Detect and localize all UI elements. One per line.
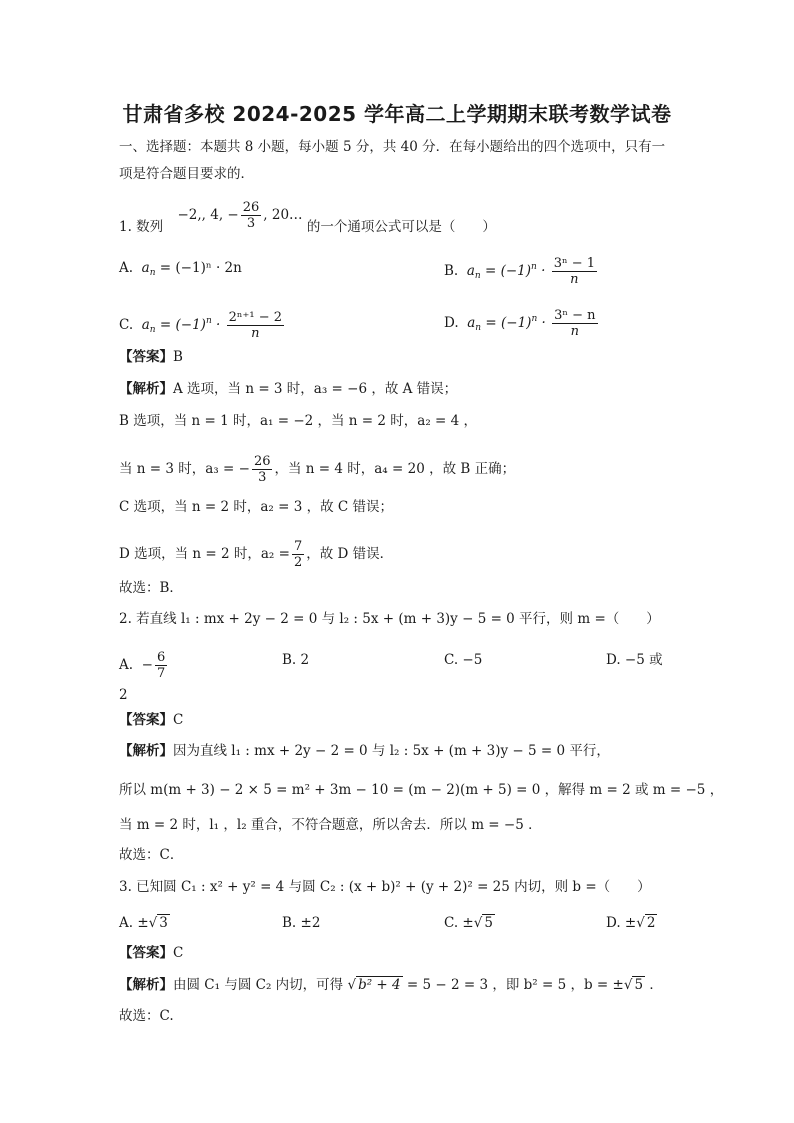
q3-analysis: 【解析】由圆 C₁ 与圆 C₂ 内切，可得 √ b² + 4 = 5 − 2 = 3 ，即 b² = 5 ，b = ±√ 5 ． [119, 977, 663, 993]
q1-option-d: D. $a_n = (-1)^n$ · $\frac{\text{3ⁿ − n}}{n}$ [444, 308, 596, 339]
q1-option-a: A. $a_n = (-1)^n \cdot 2n$ [119, 260, 242, 278]
q1-analysis-4: C 选项，当 n = 2 时，a₂ = 3 ，故 C 错误； [119, 499, 394, 515]
question-1-stem [119, 200, 496, 243]
q1-analysis-2: B 选项，当 n = 1 时，a₁ = −2 ，当 n = 2 时，a₂ = 4 ， [119, 413, 478, 429]
question-1-number: 1. 数列 [119, 219, 164, 235]
q1-option-b: B. $a_n = (-1)^n$ · $\frac{\text{3ⁿ − 1}}{n}$ [444, 256, 596, 287]
q2-option-d: D. −5 或 [606, 652, 663, 668]
q2-option-d-wrap: 2 [119, 687, 128, 703]
question-1-stem-tail: 的一个通项公式可以是（ ） [306, 219, 496, 235]
q1-answer: 【答案】B [119, 349, 183, 365]
question-1-sequence: −2,, 4, − $\frac{26}{3}$ , 20… [177, 200, 303, 231]
q2-analysis-2: 所以 m(m + 3) − 2 × 5 = m² + 3m − 10 = (m − 2)(m + 5) = 0 ，解得 m = 2 或 m = −5 ， [119, 782, 724, 798]
q2-analysis-3: 当 m = 2 时，l₁ ，l₂ 重合，不符合题意，所以舍去．所以 m = −5 ． [119, 817, 542, 833]
section-heading-line2: 项是符合题目要求的． [119, 166, 254, 182]
q3-option-a: A. ±√ 3 [119, 915, 168, 931]
q2-option-b: B. 2 [282, 652, 310, 668]
q1-analysis-5: D 选项，当 n = 2 时，a₂ = $\frac{7}{2}$ ，故 D 错误． [119, 539, 394, 570]
exam-title: 甘肃省多校 2024-2025 学年高二上学期期末联考数学试卷 [122, 102, 672, 126]
q2-option-a: A. − $\frac{6}{7}$ [119, 650, 166, 681]
q2-option-c: C. −5 [444, 652, 483, 668]
q2-conclusion: 故选：C． [119, 847, 184, 863]
q1-analysis-3: 当 n = 3 时，a₃ = − $\frac{26}{3}$ ，当 n = 4 时，a₄ = 20 ，故 B 正确； [119, 454, 516, 485]
q1-analysis-1: 【解析】A 选项，当 n = 3 时，a₃ = −6 ，故 A 错误； [119, 381, 458, 397]
q3-conclusion: 故选：C. [119, 1008, 174, 1024]
q3-option-d: D. ±√ 2 [606, 915, 656, 931]
question-3-stem: 3. 已知圆 C₁ : x² + y² = 4 与圆 C₂ : (x + b)² + (y + 2)² = 25 内切，则 b =（ ） [119, 879, 651, 895]
q1-option-c: C. $a_n = (-1)^n$ · $\frac{\text{2ⁿ⁺¹ − 2}}{n}$ [119, 310, 283, 341]
q3-answer: 【答案】C [119, 945, 184, 961]
section-heading-line1: 一、选择题：本题共 8 小题，每小题 5 分，共 40 分．在每小题给出的四个选项中，只有一 [119, 139, 666, 155]
q1-conclusion: 故选：B． [119, 580, 183, 596]
q2-answer: 【答案】C [119, 712, 184, 728]
q3-option-b: B. ±2 [282, 915, 321, 931]
question-2-stem: 2. 若直线 l₁ : mx + 2y − 2 = 0 与 l₂ : 5x + (m + 3)y − 5 = 0 平行，则 m =（ ） [119, 611, 660, 627]
q3-option-c: C. ±√ 5 [444, 915, 493, 931]
q2-analysis-1: 【解析】因为直线 l₁ : mx + 2y − 2 = 0 与 l₂ : 5x + (m + 3)y − 5 = 0 平行， [119, 743, 610, 759]
